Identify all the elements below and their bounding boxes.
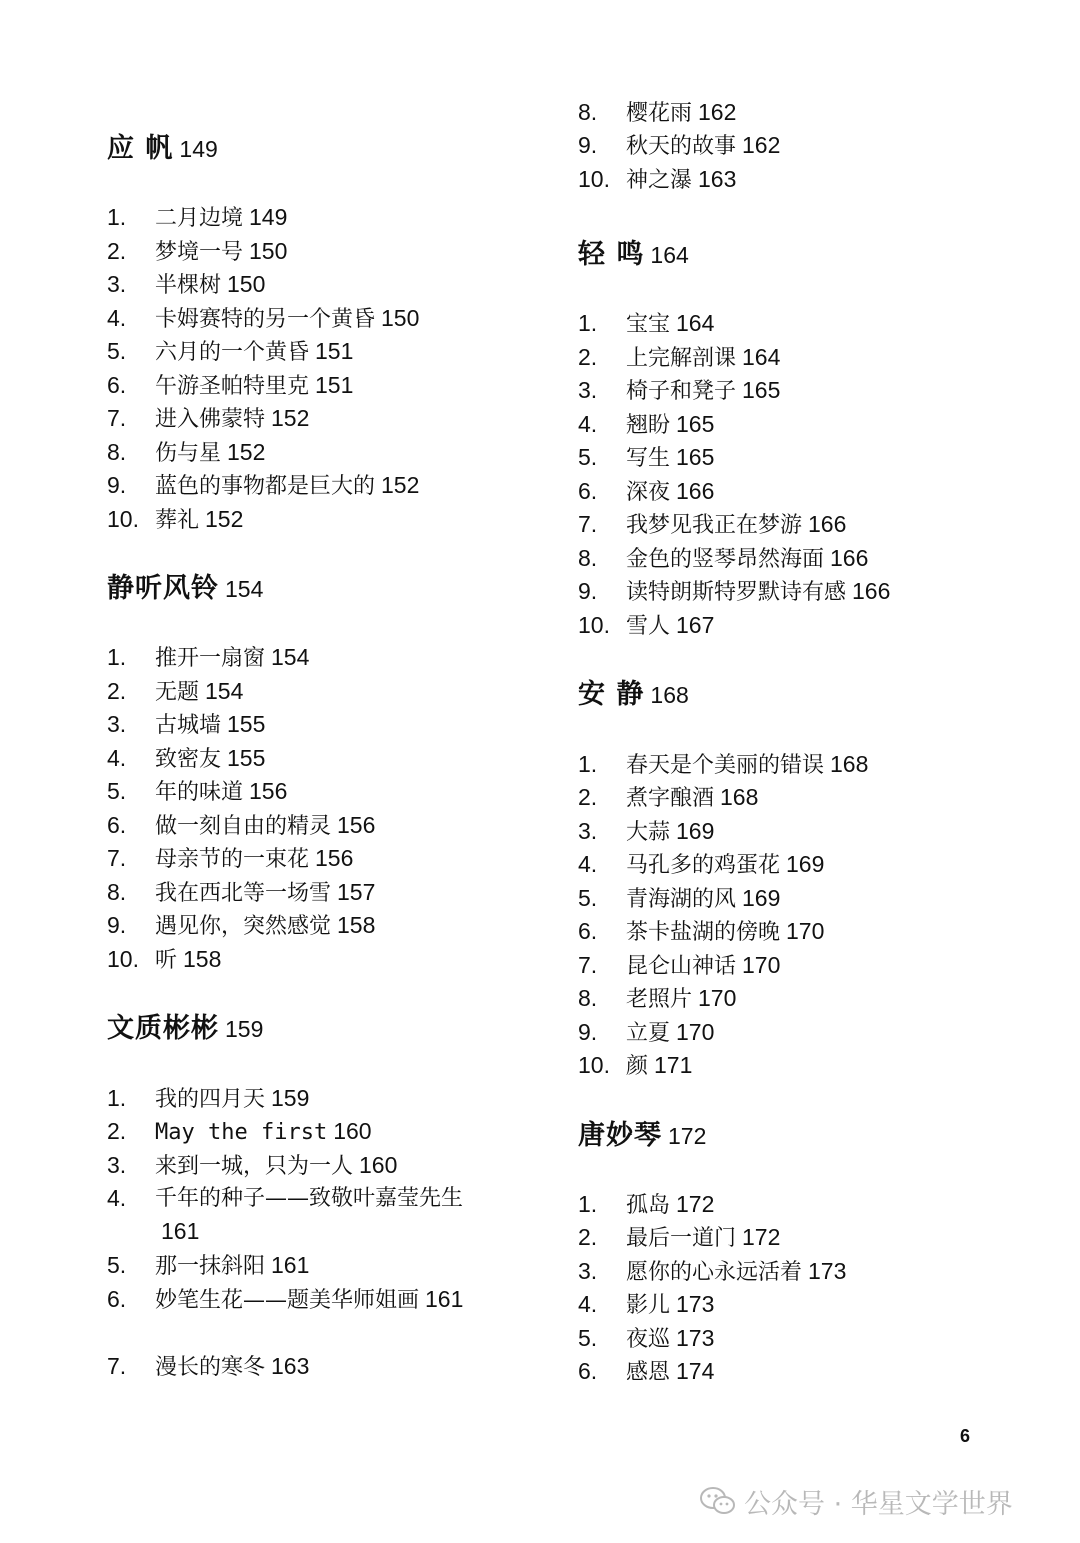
- toc-entry: 6. 茶卡盐湖的傍晚 170: [578, 918, 825, 945]
- toc-entry: 7. 进入佛蒙特 152: [107, 405, 310, 432]
- toc-entry: 6. 深夜 166: [578, 478, 715, 505]
- wechat-icon: [700, 1486, 736, 1516]
- toc-entry: 5. 那一抹斜阳 161: [107, 1252, 310, 1279]
- section-title-qingming: 轻 鸣 164: [578, 239, 689, 270]
- toc-entry: 8. 伤与星 152: [107, 439, 266, 466]
- section-title-jingtingfengling: 静听风铃 154: [107, 573, 264, 604]
- toc-entry: 6. 做一刻自由的精灵 156: [107, 812, 376, 839]
- toc-entry: 7. 漫长的寒冬 163: [107, 1353, 310, 1380]
- toc-entry: 4. 马孔多的鸡蛋花 169: [578, 851, 825, 878]
- toc-entry: 1. 春天是个美丽的错误 168: [578, 751, 869, 778]
- watermark: [700, 1478, 1013, 1524]
- toc-entry: 9. 立夏 170: [578, 1019, 715, 1046]
- toc-entry: 3. 愿你的心永远活着 173: [578, 1258, 847, 1285]
- toc-entry: 10. 听 158: [107, 946, 222, 973]
- toc-entry: 10. 葬礼 152: [107, 506, 244, 533]
- toc-entry: 6. 午游圣帕特里克 151: [107, 372, 354, 399]
- toc-entry: 10. 神之瀑 163: [578, 166, 737, 193]
- toc-entry: 3. 半棵树 150: [107, 271, 266, 298]
- toc-entry: 1. 我的四月天 159: [107, 1085, 310, 1112]
- toc-entry: 1. 推开一扇窗 154: [107, 644, 310, 671]
- toc-entry: 1. 宝宝 164: [578, 310, 715, 337]
- toc-entry: 8. 樱花雨 162: [578, 99, 737, 126]
- toc-entry: 7. 昆仑山神话 170: [578, 952, 781, 979]
- toc-entry: 9. 蓝色的事物都是巨大的 152: [107, 472, 420, 499]
- section-title-anjing: 安 静 168: [578, 679, 689, 710]
- toc-entry: 2. 煮字酿酒 168: [578, 784, 759, 811]
- toc-entry: 4. 卡姆赛特的另一个黄昏 150: [107, 305, 420, 332]
- toc-entry: 3. 来到一城，只为一人 160: [107, 1152, 398, 1179]
- toc-entry: 3. 大蒜 169: [578, 818, 715, 845]
- toc-entry: 2. 上完解剖课 164: [578, 344, 781, 371]
- toc-entry: 5. 年的味道 156: [107, 778, 288, 805]
- toc-entry: 10. 雪人 167: [578, 612, 715, 639]
- toc-entry: 1. 二月边境 149: [107, 204, 288, 231]
- toc-entry: 2. 梦境一号 150: [107, 238, 288, 265]
- toc-entry: 1. 孤岛 172: [578, 1191, 715, 1218]
- toc-entry: 5. 青海湖的风 169: [578, 885, 781, 912]
- toc-entry: 9. 秋天的故事 162: [578, 132, 781, 159]
- toc-entry: 3. 椅子和凳子 165: [578, 377, 781, 404]
- watermark-text: 公众号 · 华星文学世界: [744, 1488, 1013, 1520]
- section-title-wenzhibinbin: 文质彬彬 159: [107, 1013, 264, 1044]
- toc-entry: 2. May the first 160: [107, 1118, 372, 1145]
- toc-entry: 4. 翘盼 165: [578, 411, 715, 438]
- toc-entry: 5. 六月的一个黄昏 151: [107, 338, 354, 365]
- toc-entry: 5. 写生 165: [578, 444, 715, 471]
- section-title-yingfan: 应 帆 149: [107, 133, 218, 164]
- toc-entry: 7. 母亲节的一束花 156: [107, 845, 354, 872]
- page-number: 6: [960, 1426, 971, 1446]
- toc-entry: 9. 读特朗斯特罗默诗有感 166: [578, 578, 891, 605]
- toc-entry: 5. 夜巡 173: [578, 1325, 715, 1352]
- toc-entry: 4. 千年的种子——致敬叶嘉莹先生161: [107, 1185, 464, 1244]
- toc-entry: 7. 我梦见我正在梦游 166: [578, 511, 847, 538]
- toc-entry: 8. 我在西北等一场雪 157: [107, 879, 376, 906]
- toc-entry: 2. 最后一道门 172: [578, 1224, 781, 1251]
- toc-entry: 2. 无题 154: [107, 678, 244, 705]
- toc-entry: 8. 金色的竖琴昂然海面 166: [578, 545, 869, 572]
- toc-entry: 8. 老照片 170: [578, 985, 737, 1012]
- toc-entry: 6. 妙笔生花——题美华师姐画 161: [107, 1286, 464, 1313]
- toc-entry: 6. 感恩 174: [578, 1358, 715, 1385]
- toc-entry: 10. 颜 171: [578, 1052, 693, 1079]
- toc-entry: 9. 遇见你，突然感觉 158: [107, 912, 376, 939]
- toc-entry: 4. 致密友 155: [107, 745, 266, 772]
- section-title-tangmiaoqin: 唐妙琴 172: [578, 1120, 707, 1151]
- toc-entry: 3. 古城墙 155: [107, 711, 266, 738]
- toc-entry: 4. 影儿 173: [578, 1291, 715, 1318]
